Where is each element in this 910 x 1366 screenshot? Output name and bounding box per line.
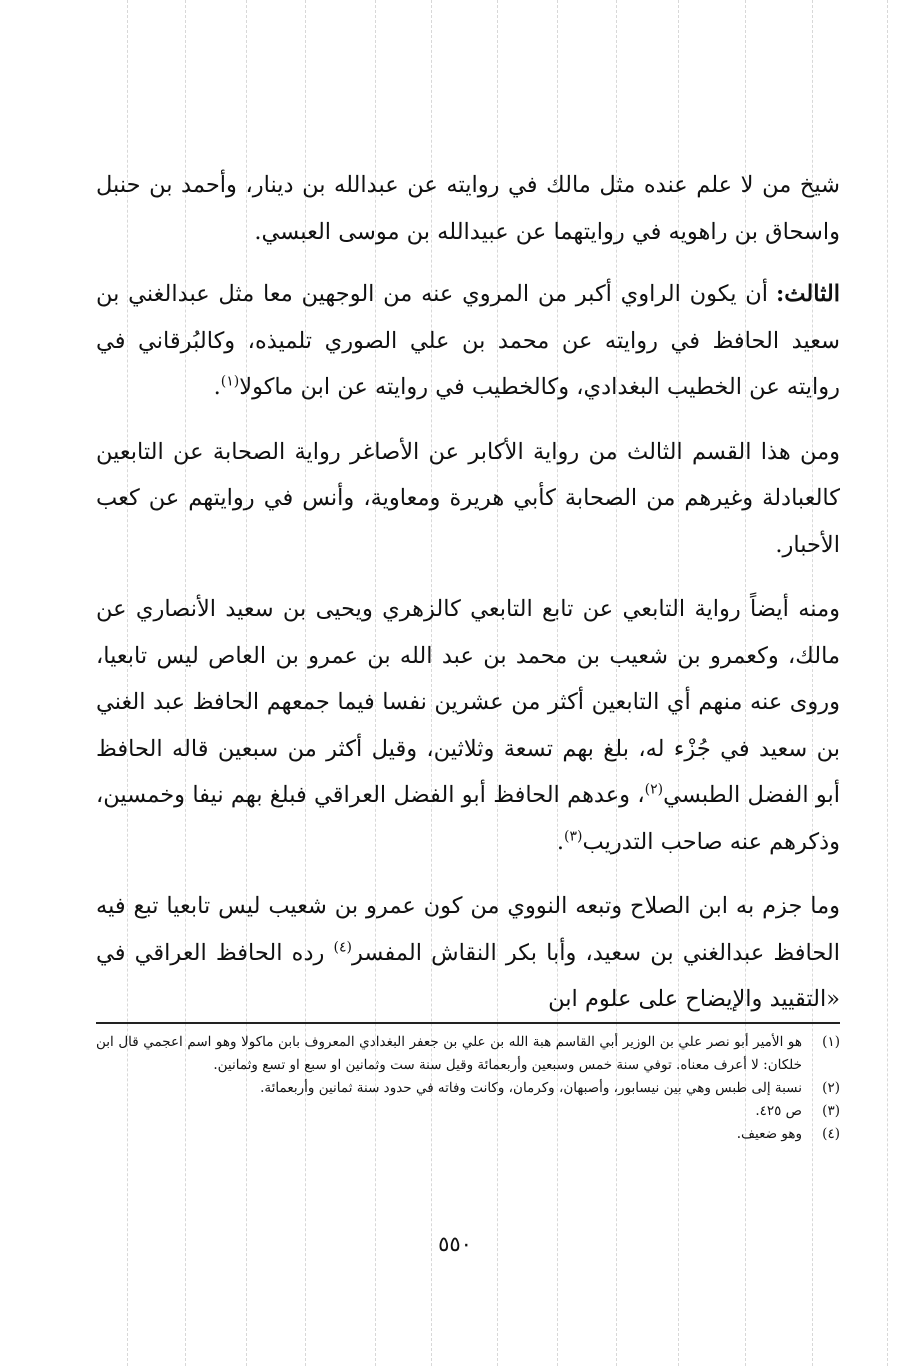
- footnote-reference-1: (١): [220, 373, 240, 390]
- paragraph-4-part-a: ومنه أيضاً رواية التابعي عن تابع التابعي كالزهري ويحيى بن سعيد الأنصاري عن مالك، وكعمرو بن شعيب بن محمد بن عبد الله بن عمرو بن العاص ليس تابعيا، وروى عنه منهم أي التابعين أكثر من عشرين نفسا فيما جمعهم الحافظ عبد الغني بن سعيد في جُزْء له، بلغ بهم تسعة وثلاثين، وقيل أكثر من سبعين قاله الحافظ أبو الفضل الطبسي: [96, 596, 840, 808]
- paragraph-3-text: ومن هذا القسم الثالث من رواية الأكابر عن الأصاغر رواية الصحابة عن التابعين كالعبادلة وغيرهم من الصحابة كأبي هريرة ومعاوية، وأنس في روايتهم عن كعب الأحبار.: [96, 438, 840, 558]
- paragraph-5-part-b: رده الحافظ العراقي في «التقييد والإيضاح على علوم ابن: [96, 939, 840, 1012]
- scan-artifact-line: [887, 0, 888, 1366]
- paragraph-2-end: .: [213, 374, 221, 400]
- paragraph-1: [96, 162, 840, 255]
- footnote-reference-2: (٢): [644, 781, 664, 798]
- paragraph-4-end: .: [556, 828, 565, 855]
- paragraph-2-lead: الثالث:: [775, 281, 840, 307]
- footnote-text: نسبة إلى طبس وهي بين نيسابور، وأصبهان، وكرمان، وكانت وفاته في حدود سنة ثمانين وأربعمائة.: [260, 1080, 802, 1096]
- paragraph-5-part-a: وما جزم به ابن الصلاح وتبعه النووي من كون عمرو بن شعيب ليس تابعيا تبع فيه الحافظ عبدالغني بن سعيد، وأبا بكر النقاش المفسر: [96, 893, 841, 966]
- footnote-item: [96, 1100, 840, 1123]
- paragraph-3: [96, 429, 840, 569]
- paragraph-1-text: شيخ من لا علم عنده مثل مالك في روايته عن عبدالله بن دينار، وأحمد بن حنبل واسحاق بن راهويه في روايتهما عن عبيدالله بن موسى العبسي.: [96, 172, 840, 245]
- paragraph-5: [96, 883, 840, 1023]
- paragraph-4: [96, 586, 840, 865]
- footnote-item: [96, 1031, 840, 1077]
- footnote-text: ص ٤٢٥.: [755, 1103, 802, 1119]
- page-number: ٥٥٠: [438, 1232, 472, 1256]
- footnote-mark: (١): [822, 1034, 840, 1050]
- paragraph-4-part-b: ، وعدهم الحافظ أبو الفضل العراقي فبلغ بهم نيفا وخمسين، وذكرهم عنه صاحب التدريب: [96, 782, 840, 855]
- footnotes-section: [96, 1022, 840, 1146]
- footnote-mark: (٢): [822, 1080, 840, 1096]
- footnote-mark: (٤): [822, 1126, 840, 1142]
- footnote-item: [96, 1077, 840, 1100]
- paragraph-2: [96, 271, 840, 411]
- paragraph-2-body: أن يكون الراوي أكبر من المروي عنه من الوجهين معا مثل عبدالغني بن سعيد الحافظ في روايته عن محمد بن علي الصوري تلميذه، وكالبُرقاني في روايته عن الخطيب البغدادي، وكالخطيب في روايته عن ابن ماكولا: [96, 281, 840, 400]
- footnote-text: هو الأمير أبو نصر علي بن الوزير أبي القاسم هبة الله بن علي بن جعفر البغدادي المعروف بابن ماكولا وهو اسم اعجمي قال ابن خلكان: لا أعرف معناه. توفي سنة خمس وسبعين وأربعمائة وقيل سنة ست وثمانين او سبع او تسع وثمانين.: [96, 1034, 802, 1073]
- footnote-reference-4: (٤): [333, 939, 352, 955]
- footnote-text: وهو ضعيف.: [736, 1126, 802, 1142]
- footnote-mark: (٣): [822, 1103, 840, 1119]
- footnote-reference-3: (٣): [564, 828, 583, 844]
- body-text: [96, 162, 840, 1041]
- footnote-item: [96, 1123, 840, 1146]
